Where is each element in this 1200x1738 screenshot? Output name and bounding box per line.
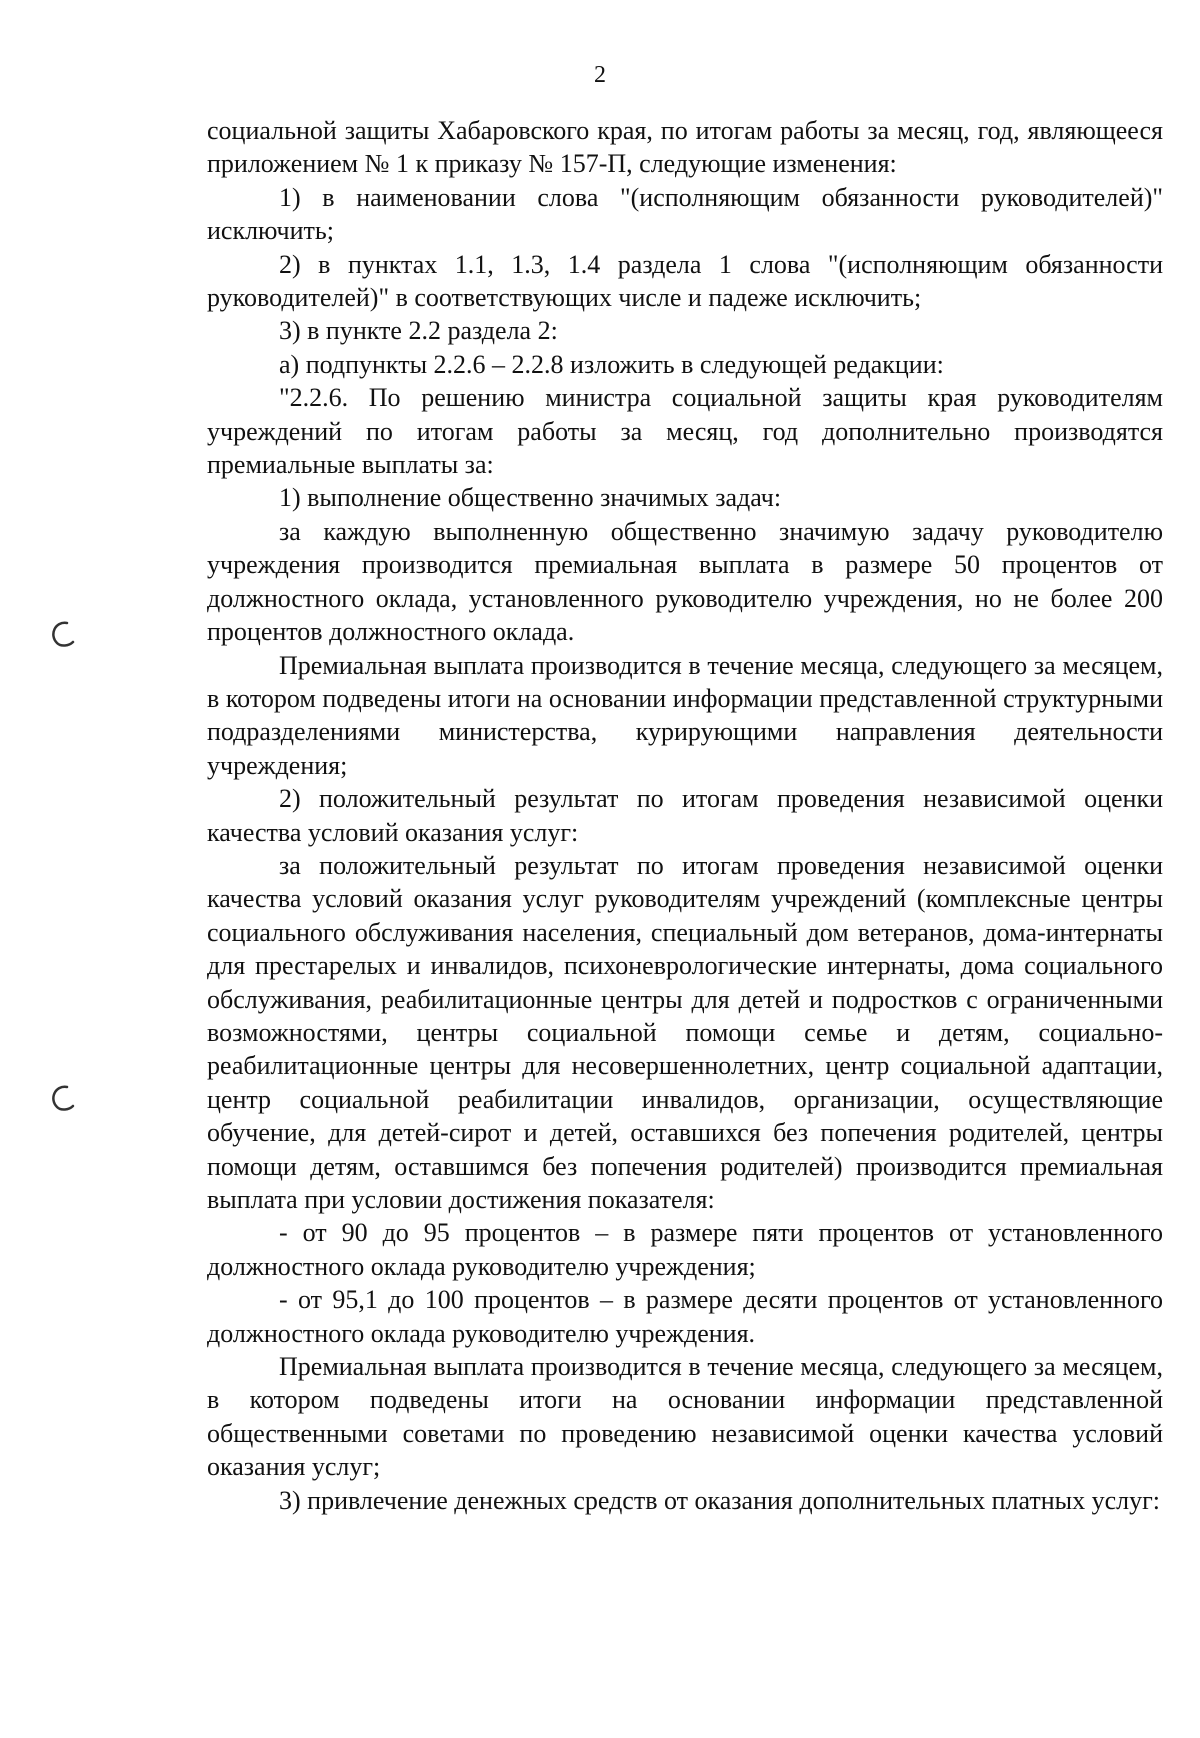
binder-hole-mark-icon — [46, 618, 76, 650]
paragraph: а) подпункты 2.2.6 – 2.2.8 изложить в следующей редакции: — [279, 349, 944, 379]
paragraph: Премиальная выплата производится в течение месяца, следующего за месяцем, в котором подведены итоги на основании информации представленной общественными советами по проведению независимой оценки качества условий оказания услуг; — [207, 1352, 1163, 1482]
paragraph: 1) в наименовании слова "(исполняющим обязанности руководителей)" исключить; — [207, 182, 1163, 246]
paragraph: за положительный результат по итогам проведения независимой оценки качества условий оказания услуг руководителям учреждений (комплексные центры социального обслуживания населения, специальный дом ветеранов, дома-интернаты для престарелых и инвалидов, психоневрологические интернаты, дома социального обслуживания, реабилитационные центры для детей и подростков с ограниченными возможностями, центры социальной помощи семье и детям, социально-реабилитационные центры для несовершеннолетних, центр социальной адаптации, центр социальной реабилитации инвалидов, организации, осуществляющие обучение, для детей-сирот и детей, оставшихся без попечения родителей, центры помощи детям, оставшимся без попечения родителей) производится премиальная выплата при условии достижения показателя: — [207, 850, 1163, 1214]
binder-hole-mark-icon — [46, 1082, 76, 1114]
paragraph: - от 95,1 до 100 процентов – в размере десяти процентов от установленного должностного оклада руководителю учреждения. — [207, 1285, 1163, 1348]
paragraph: 3) в пункте 2.2 раздела 2: — [279, 316, 558, 346]
paragraph: "2.2.6. По решению министра социальной защиты края руководителям учреждений по итогам работы за месяц, год дополнительно производятся премиальные выплаты за: — [207, 383, 1163, 480]
page-number: 2 — [594, 62, 606, 88]
paragraph: социальной защиты Хабаровского края, по итогам работы за месяц, год, являющееся приложением № 1 к приказу № 157-П, следующие изменения: — [207, 116, 1163, 179]
paragraph: 2) положительный результат по итогам проведения независимой оценки качества условий оказания услуг: — [207, 784, 1163, 847]
paragraph: 2) в пунктах 1.1, 1.3, 1.4 раздела 1 слова "(исполняющим обязанности руководителей)" в соответствующих числе и падеже исключить; — [207, 249, 1163, 313]
paragraph: Премиальная выплата производится в течение месяца, следующего за месяцем, в котором подведены итоги на основании информации представленной структурными подразделениями министерства, курирующими направления деятельности учреждения; — [207, 650, 1163, 780]
document-body — [207, 114, 1163, 1517]
paragraph: - от 90 до 95 процентов – в размере пяти процентов от установленного должностного оклада руководителю учреждения; — [207, 1218, 1163, 1281]
paragraph: за каждую выполненную общественно значимую задачу руководителю учреждения производится премиальная выплата в размере 50 процентов от должностного оклада, установленного руководителю учреждения, но не более 200 процентов должностного оклада. — [207, 516, 1163, 647]
paragraph: 3) привлечение денежных средств от оказания дополнительных платных услуг: — [279, 1485, 1161, 1515]
paragraph: 1) выполнение общественно значимых задач: — [279, 483, 782, 513]
